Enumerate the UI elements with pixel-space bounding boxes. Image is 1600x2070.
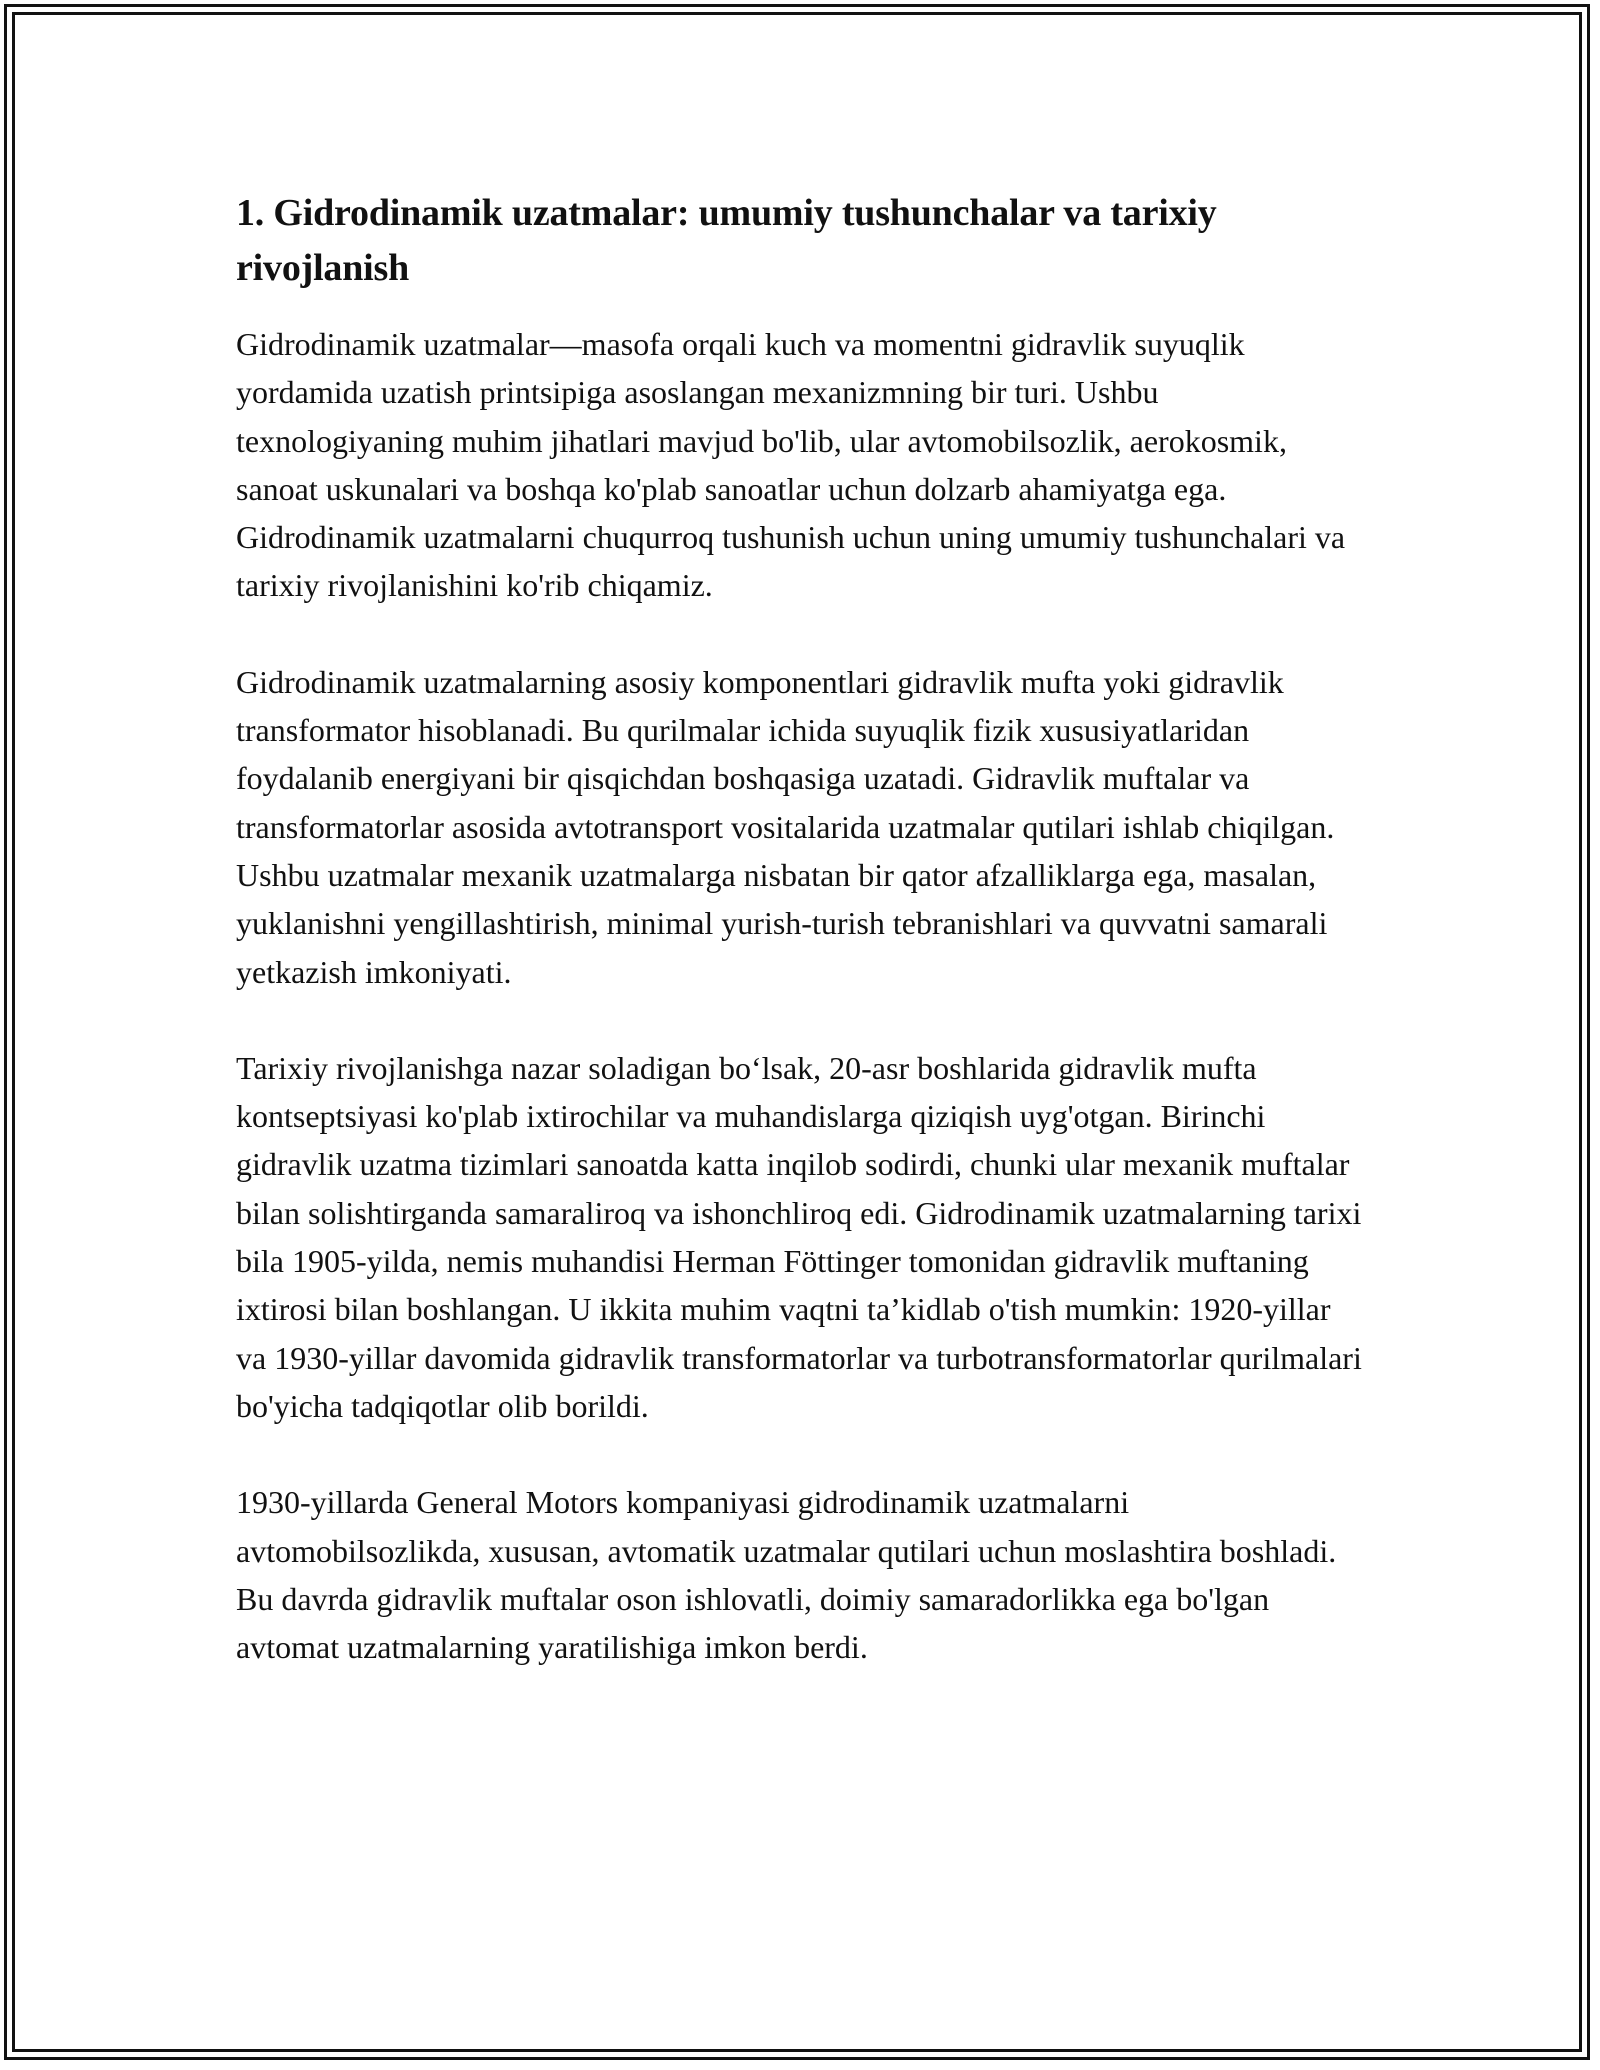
paragraph-components: Gidrodinamik uzatmalarning asosiy komponentlari gidravlik mufta yoki gidravlik transformator hisoblanadi. Bu qurilmalar ichida suyuqlik fizik xususiyatlaridan foydalanib energiyani bir qisqichdan boshqasiga uzatadi. Gidravlik muftalar va transformatorlar asosida avtotransport vositalarida uzatmalar qutilari ishlab chiqilgan. Ushbu uzatmalar mexanik uzatmalarga nisbatan bir qator afzalliklarga ega, masalan, yuklanishni yengillashtirish, minimal yurish-turish tebranishlari va quvvatni samarali yetkazish imkoniyati.: [236, 663, 1335, 990]
section-heading: 1. Gidrodinamik uzatmalar: umumiy tushunchalar va tarixiy rivojlanish: [236, 192, 1217, 289]
paragraph-definition: Gidrodinamik uzatmalar—masofa orqali kuch va momentni gidravlik suyuqlik yordamida uzatish printsipiga asoslangan mexanizmning bir turi. Ushbu texnologiyaning muhim jihatlari mavjud bo'lib, ular avtomobilsozlik, aerokosmik, sanoat uskunalari va boshqa ko'plab sanoatlar uchun dolzarb ahamiyatga ega. Gidrodinamik uzatmalarni chuqurroq tushunish uchun uning umumiy tushunchalari va tarixiy rivojlanishini ko'rib chiqamiz.: [236, 326, 1346, 604]
paragraph-general-motors: 1930-yillarda General Motors kompaniyasi gidrodinamik uzatmalarni avtomobilsozlikda, xususan, avtomatik uzatmalar qutilari uchun moslashtira boshladi. Bu davrda gidravlik muftalar oson ishlovatli, doimiy samaradorlikka ega bo'lgan avtomat uzatmalarning yaratilishiga imkon berdi.: [236, 1484, 1337, 1666]
paragraph-history: Tarixiy rivojlanishga nazar soladigan bo‘lsak, 20-asr boshlarida gidravlik mufta kontseptsiyasi ko'plab ixtirochilar va muhandislarga qiziqish uyg'otgan. Birinchi gidravlik uzatma tizimlari sanoatda katta inqilob sodirdi, chunki ular mexanik muftalar bilan solishtirganda samaraliroq va ishonchliroq edi. Gidrodinamik uzatmalarning tarixi bila 1905-yilda, nemis muhandisi Herman Föttinger tomonidan gidravlik muftaning ixtirosi bilan boshlangan. U ikkita muhim vaqtni ta’kidlab o'tish mumkin: 1920-yillar va 1930-yillar davomida gidravlik transformatorlar va turbotransformatorlar qurilmalari bo'yicha tadqiqotlar olib borildi.: [236, 1049, 1362, 1424]
document-body: [236, 186, 1366, 1719]
